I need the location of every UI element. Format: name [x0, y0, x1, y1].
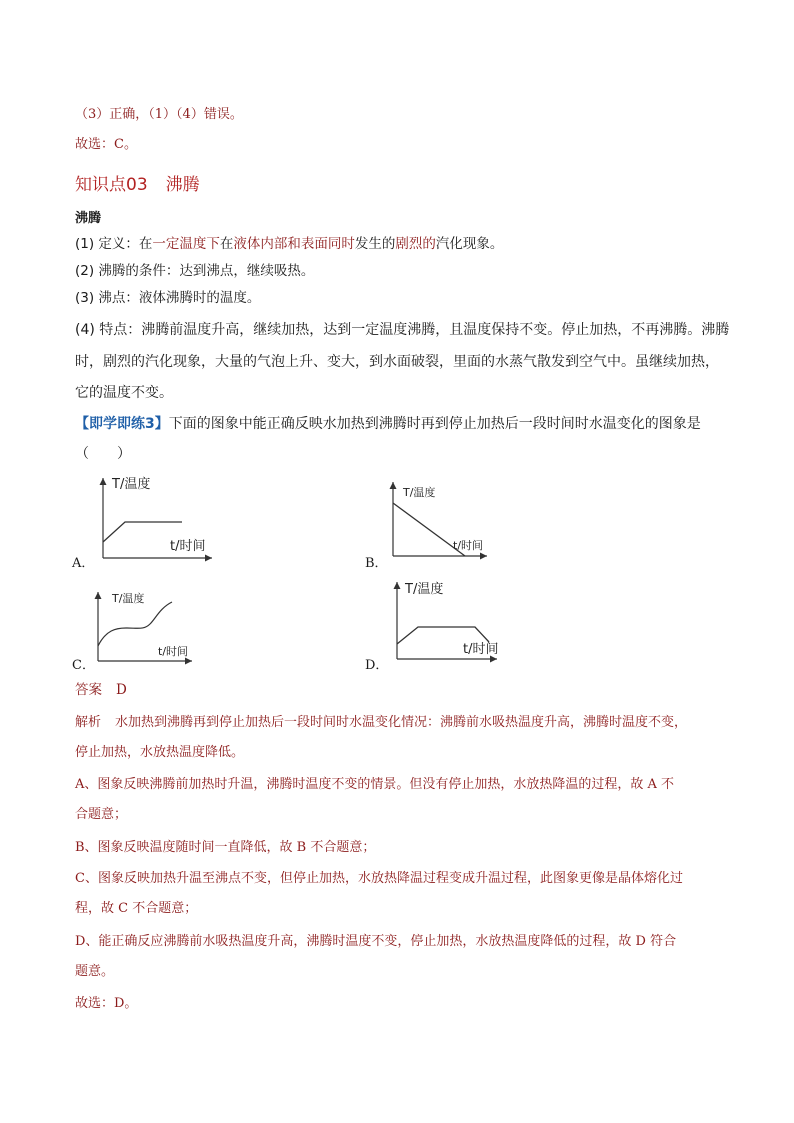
- analysis-line2: 停止加热，水放热温度降低。: [75, 745, 245, 760]
- graph-b-y-label: T/温度: [403, 486, 436, 499]
- graph-d-x-label: t/时间: [463, 642, 499, 657]
- exercise-tag: 【即学即练3】: [75, 416, 169, 432]
- def-highlight-2: 液体内部和表面同时: [233, 236, 355, 252]
- analysis-d-line2: 题意。: [75, 964, 115, 979]
- graph-c-x-label: t/时间: [158, 645, 189, 658]
- analysis-c-line2: 程，故 C 不合题意；: [75, 901, 198, 916]
- def-text-2: 在: [219, 236, 234, 252]
- def-text-1: (1) 定义：在: [75, 236, 153, 252]
- final-answer: 故选：D。: [75, 996, 138, 1011]
- analysis-a-line1: A、图象反映沸腾前加热时升温，沸腾时温度不变的情景。但没有停止加热，水放热降温的过程，故 A 不: [75, 777, 675, 792]
- feature-line2: 时，剧烈的汽化现象，大量的气泡上升、变大，到水面破裂，里面的水蒸气散发到空气中。虽继续加热，: [75, 354, 719, 370]
- graph-c: [88, 586, 198, 666]
- graph-c-curve: [98, 602, 172, 646]
- graph-a-x-label: t/时间: [170, 539, 206, 554]
- prev-answer-line1: （3）正确，（1）（4）错误。: [75, 107, 243, 122]
- exercise-question: [75, 413, 701, 433]
- condition-line: (2) 沸腾的条件：达到沸点，继续吸热。: [75, 263, 315, 279]
- analysis-c-line1: C、图象反映加热升温至沸点不变，但停止加热，水放热降温过程变成升温过程，此图象更像是晶体熔化过: [75, 871, 683, 886]
- graph-c-y-label: T/温度: [112, 592, 145, 605]
- prev-answer-line2: 故选：C。: [75, 137, 137, 152]
- def-highlight-1: 一定温度下: [152, 236, 220, 252]
- graph-d: [383, 576, 503, 666]
- graph-a-y-label: T/温度: [112, 477, 151, 492]
- analysis-b-line: B、图象反映温度随时间一直降低，故 B 不合题意；: [75, 840, 376, 855]
- analysis-a-line2: 合题意；: [75, 807, 128, 822]
- def-text-4: 汽化现象。: [435, 236, 504, 252]
- analysis-d-line1: D、能正确反应沸腾前水吸热温度升高，沸腾时温度不变，停止加热，水放热温度降低的过程，故 D 符合: [75, 934, 677, 949]
- option-d-label: D．: [365, 658, 389, 673]
- analysis-label: 解析: [75, 715, 102, 730]
- definition-line: [75, 232, 503, 252]
- analysis-text1: 水加热到沸腾再到停止加热后一段时间时水温变化情况：沸腾前水吸热温度升高，沸腾时温度不变，: [115, 715, 688, 730]
- graph-b-x-label: t/时间: [453, 539, 484, 552]
- graph-b: [383, 476, 493, 561]
- feature-line1: (4) 特点：沸腾前温度升高，继续加热，达到一定温度沸腾，且温度保持不变。停止加热，不再沸腾。沸腾: [75, 322, 730, 338]
- subheading: 沸腾: [75, 211, 102, 226]
- def-text-3: 发生的: [354, 236, 396, 252]
- analysis-line1: [75, 711, 687, 730]
- graph-d-y-label: T/温度: [405, 582, 444, 597]
- boiling-point-line: (3) 沸点：液体沸腾时的温度。: [75, 290, 261, 306]
- section-topic: 沸腾: [165, 175, 200, 195]
- answer-label: 答案: [75, 682, 102, 698]
- option-a-label: A．: [72, 556, 95, 571]
- section-number: 知识点03: [75, 175, 148, 195]
- graph-a: [90, 470, 220, 565]
- answer-value: D: [116, 682, 127, 698]
- answer-line: [75, 678, 127, 698]
- exercise-text: 下面的图象中能正确反映水加热到沸腾时再到停止加热后一段时间时水温变化的图象是: [168, 416, 701, 432]
- answer-paren: （ ）: [75, 446, 131, 462]
- section-title: [75, 170, 200, 195]
- option-c-label: C．: [72, 658, 95, 673]
- feature-line3: 它的温度不变。: [75, 385, 173, 401]
- def-highlight-3: 剧烈的: [395, 236, 436, 252]
- option-b-label: B．: [365, 556, 388, 571]
